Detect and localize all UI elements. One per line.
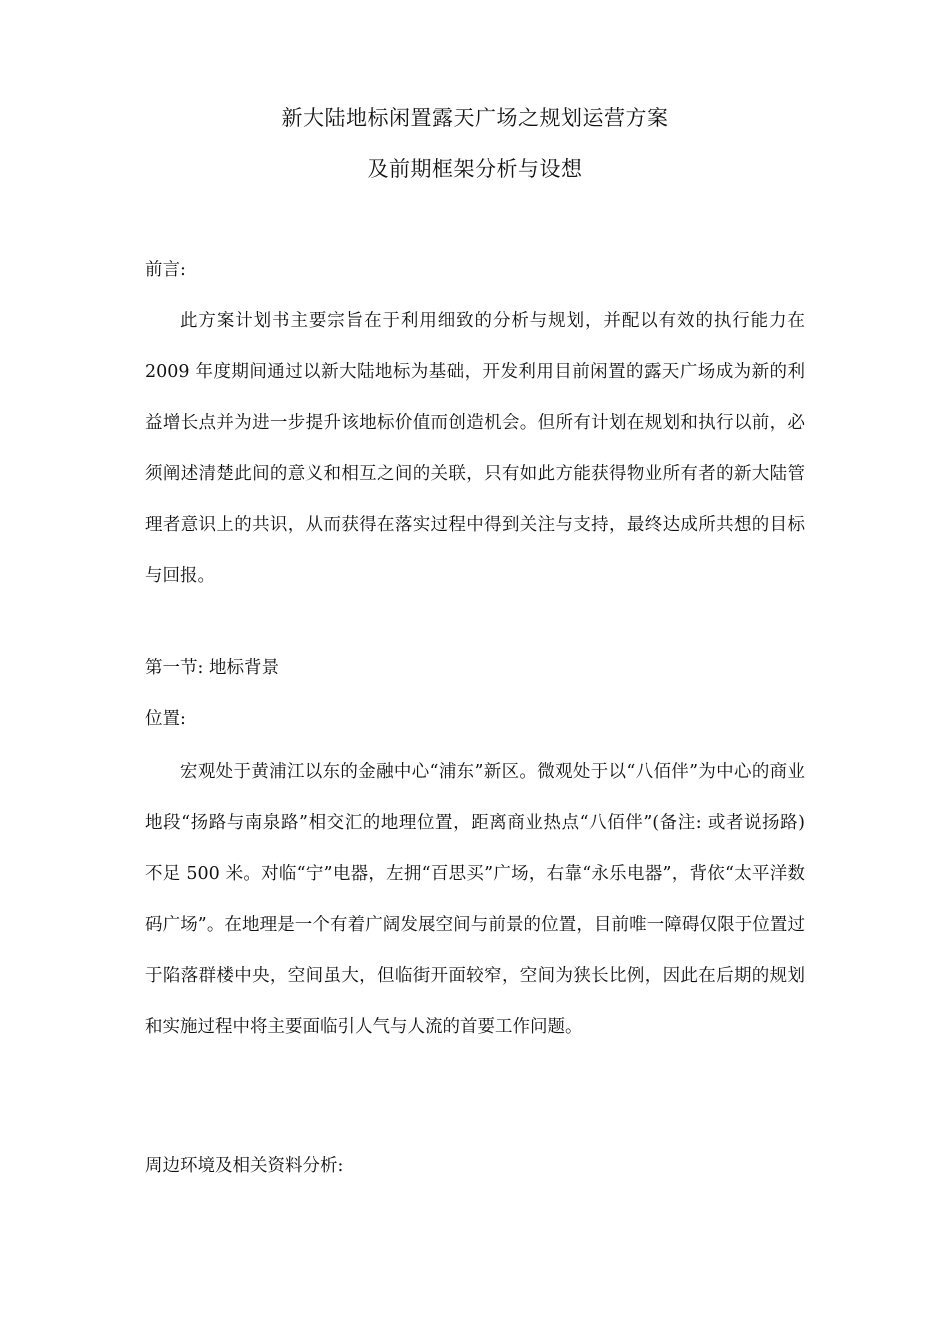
section1-heading: 第一节: 地标背景 [145,658,279,678]
preface-paragraph: 此方案计划书主要宗旨在于利用细致的分析与规划，并配以有效的执行能力在 2009 年度期间通过以新大陆地标为基础，开发利用目前闲置的露天广场成为新的利益增长点并为进一步提升该地标价值而创造机会。但所有计划在规划和执行以前，必须阐述清楚此间的意义和相互之间的关联，只有如此方能获得物业所有者的新大陆管理者意识上的共识，从而获得在落实过程中得到关注与支持，最终达成所共想的目标与回报。 [145,311,805,586]
document-title-line-2: 及前期框架分析与设想 [367,157,583,181]
preface-heading: 前言: [145,260,186,280]
location-label: 位置: [145,709,186,729]
surroundings-heading: 周边环境及相关资料分析: [145,1156,344,1176]
document-title-line-1: 新大陆地标闲置露天广场之规划运营方案 [281,106,669,130]
location-paragraph: 宏观处于黄浦江以东的金融中心“浦东”新区。微观处于以“八佰伴”为中心的商业地段“扬路与南泉路”相交汇的地理位置，距离商业热点“八佰伴”(备注: 或者说扬路) 不足 500 米。对临“宁”电器，左拥“百思买”广场，右靠“永乐电器”，背依“太平洋数码广场”。在地理是一个有着广阔发展空间与前景的位置，目前唯一障碍仅限于位置过于陷落群楼中央，空间虽大，但临街开面较窄，空间为狭长比例，因此在后期的规划和实施过程中将主要面临引人气与人流的首要工作问题。 [145,762,805,1037]
